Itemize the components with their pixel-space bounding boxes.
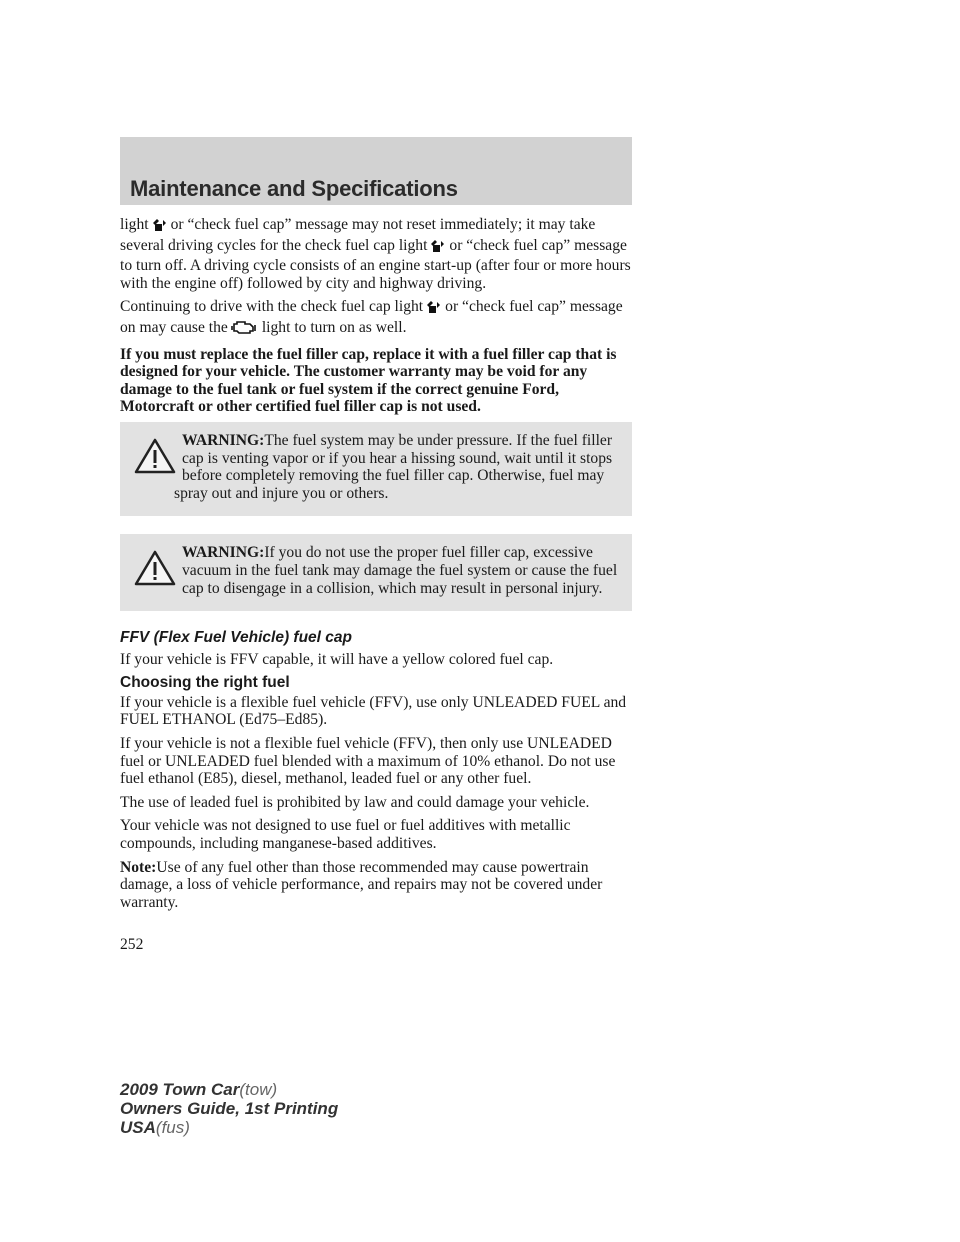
choosing-fuel-heading: Choosing the right fuel [120,674,290,692]
paragraph-replace-cap-warning: If you must replace the fuel filler cap, replace it with a fuel filler cap that is designed for your vehicle. The customer warranty may be void for any damage to the fuel tank or fuel system if the correct genuine Ford, Motorcraft or other certified fuel filler cap is not used. [120,345,617,416]
document-footer: 2009 Town Car(tow) Owners Guide, 1st Printing USA(fus) [120,1080,339,1137]
ffv-paragraph: If your vehicle is FFV capable, it will have a yellow colored fuel cap. [120,650,554,668]
warning-text: The fuel system may be under pressure. If the fuel filler cap is venting vapor or if you hear a hissing sound, wait until it stops before completely removing the fuel filler cap. Otherwise, fuel may spray out and injure you or others. [174,431,613,502]
fuel-paragraph-ffv: If your vehicle is a flexible fuel vehicle (FFV), use only UNLEADED FUEL and FUEL ETHANOL (Ed75–Ed85). [120,693,627,729]
warning-label: WARNING: [182,431,265,449]
section-title: Maintenance and Specifications [130,176,458,201]
warning-text: If you do not use the proper fuel filler cap, excessive vacuum in the fuel tank may damage the fuel system or cause the fuel cap to disengage in a collision, which may result in personal injury. [182,544,618,597]
fuel-paragraph-additives: Your vehicle was not designed to use fuel or fuel additives with metallic compounds, including manganese-based additives. [120,817,571,853]
check-fuel-cap-icon [430,239,446,258]
check-engine-icon [231,319,259,340]
warning-triangle-icon [132,546,178,590]
paragraph-check-fuel-cap-reset: light or “check fuel cap” message may not reset immediately; it may take several driving cycles for the check fuel cap light or “check fuel cap” message to turn off. A driving cycle consists of an engine start-up (after four or more hours with the engine off) followed by city and highway driving. [120,216,631,292]
warning-label: WARNING: [182,544,265,562]
warning-box [120,534,632,611]
fuel-paragraph-leaded: The use of leaded fuel is prohibited by law and could damage your vehicle. [120,793,590,811]
page-content [120,216,632,917]
note-label: Note: [120,858,157,876]
page-number: 252 [120,936,144,953]
fuel-paragraph-non-ffv: If your vehicle is not a flexible fuel vehicle (FFV), then only use UNLEADED fuel or UNLEADED fuel blended with a maximum of 10% ethanol. Do not use fuel ethanol (E85), diesel, methanol, leaded fuel or any other fuel. [120,735,616,788]
check-fuel-cap-icon [426,300,442,319]
warning-triangle-icon [132,434,178,478]
warning-box [120,422,632,516]
paragraph-continue-driving: Continuing to drive with the check fuel cap light or “check fuel cap” message on may cause the light to turn on as well. [120,298,632,339]
ffv-heading: FFV (Flex Fuel Vehicle) fuel cap [120,629,352,647]
fuel-note: Note:Use of any fuel other than those recommended may cause powertrain damage, a loss of vehicle performance, and repairs may not be covered under warranty. [120,858,603,911]
check-fuel-cap-icon [152,218,168,237]
